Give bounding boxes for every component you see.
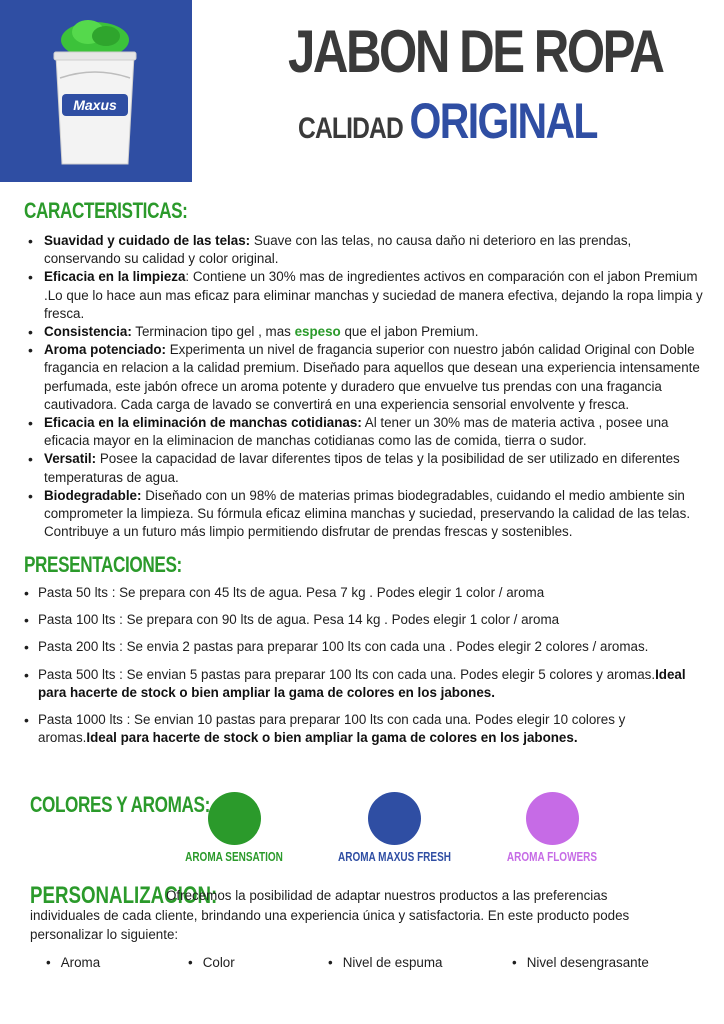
- list-item: • Pasta 200 lts : Se envia 2 pastas para preparar 100 lts con cada una . Podes elegir 2 colores / aromas.: [22, 638, 702, 656]
- list-item: • Versatil: Posee la capacidad de lavar diferentes tipos de telas y la posibilidad de ser utilizado en diferentes temperaturas de agua.: [24, 450, 704, 486]
- list-item: • Biodegradable: Diseňado con un 98% de materias primas biodegradables, cuidando el medio ambiente sin comprometer la limpieza. Su fórmula eficaz elimina manchas y suciedad, preservando la calidad de las telas. Contribuye a un futuro más limpio permitiendo disfrutar de prendas frescas y sostenibles.: [24, 487, 704, 542]
- colores-heading: COLORES Y AROMAS:: [30, 792, 210, 817]
- personalizacion-text: Ofrecemos la posibilidad de adaptar nuestros productos a las preferencias individuales de cada cliente, brindando una experiencia única y satisfactoria. En este producto podes personalizar lo siguiente:: [30, 888, 630, 942]
- color-swatch-sensation: [208, 792, 261, 845]
- color-label-maxus-fresh: AROMA MAXUS FRESH: [338, 850, 451, 864]
- list-item: • Pasta 50 lts : Se prepara con 45 lts de agua. Pesa 7 kg . Podes elegir 1 color / aroma: [22, 584, 702, 602]
- list-item: • Aroma: [46, 955, 100, 970]
- list-item: • Pasta 1000 lts : Se envian 10 pastas para preparar 100 lts con cada una. Podes elegir 10 colores y aromas.Ideal para hacerte de stock o bien ampliar la gama de colores en los jabones.: [22, 711, 702, 747]
- page-title: JABON DE ROPA: [288, 18, 663, 85]
- brand-logo-text: Maxus: [73, 97, 117, 113]
- list-item: • Consistencia: Terminacion tipo gel , mas espeso que el jabon Premium.: [24, 323, 704, 341]
- color-label-sensation: AROMA SENSATION: [185, 850, 283, 864]
- product-image-panel: [0, 0, 192, 182]
- subtitle-original: ORIGINAL: [409, 93, 597, 149]
- list-item: • Nivel de espuma: [328, 955, 442, 970]
- soap-bucket-image: [50, 18, 140, 168]
- subtitle-calidad: CALIDAD: [298, 112, 403, 145]
- color-label-flowers: AROMA FLOWERS: [506, 850, 598, 864]
- list-item: • Pasta 500 lts : Se envian 5 pastas para preparar 100 lts con cada una. Podes elegir 5 colores y aromas.Ideal para hacerte de stock o bien ampliar la gama de colores en los jabones.: [22, 666, 702, 702]
- page-subtitle: [298, 92, 597, 150]
- features-list: [24, 232, 704, 541]
- presentaciones-list: [22, 584, 702, 747]
- caracteristicas-heading: CARACTERISTICAS:: [24, 198, 188, 223]
- list-item: • Eficacia en la limpieza: Contiene un 30% mas de ingredientes activos en comparación con el jabon Premium .Lo que lo hace aun mas eficaz para eliminar manchas y suciedad de manera efectiva, dejando la ropa limpia y fresca.: [24, 268, 704, 323]
- presentaciones-heading: PRESENTACIONES:: [24, 552, 182, 577]
- list-item: • Suavidad y cuidado de las telas: Suave con las telas, no causa daňo ni deterioro en las prendas, conservando su calidad y color original.: [24, 232, 704, 268]
- list-item: • Eficacia en la eliminación de manchas cotidianas: Al tener un 30% mas de materia activa , posee una eficacia mayor en la eliminacion de manchas cotidianas como las de comida, tierra o sudor.: [24, 414, 704, 450]
- color-swatch-flowers: [526, 792, 579, 845]
- highlight-word: espeso: [294, 324, 341, 340]
- list-item: • Nivel desengrasante: [512, 955, 649, 970]
- list-item: • Aroma potenciado: Experimenta un nivel de fragancia superior con nuestro jabón calidad Original con Doble fragancia en relacion a la calidad premium. Diseňado para aquellos que desean una experiencia intensamente perfumada, este jabón ofrece un aroma potente y duradero que envuelve tus prendas con una fragancia cautivadora. Cada carga de lavado se convertirá en una experiencia sensorial envolvente y fresca.: [24, 341, 704, 414]
- color-swatch-maxus-fresh: [368, 792, 421, 845]
- personalizacion-heading: PERSONALIZACION:: [30, 882, 218, 909]
- list-item: • Pasta 100 lts : Se prepara con 90 lts de agua. Pesa 14 kg . Podes elegir 1 color / aroma: [22, 611, 702, 629]
- list-item: • Color: [188, 955, 235, 970]
